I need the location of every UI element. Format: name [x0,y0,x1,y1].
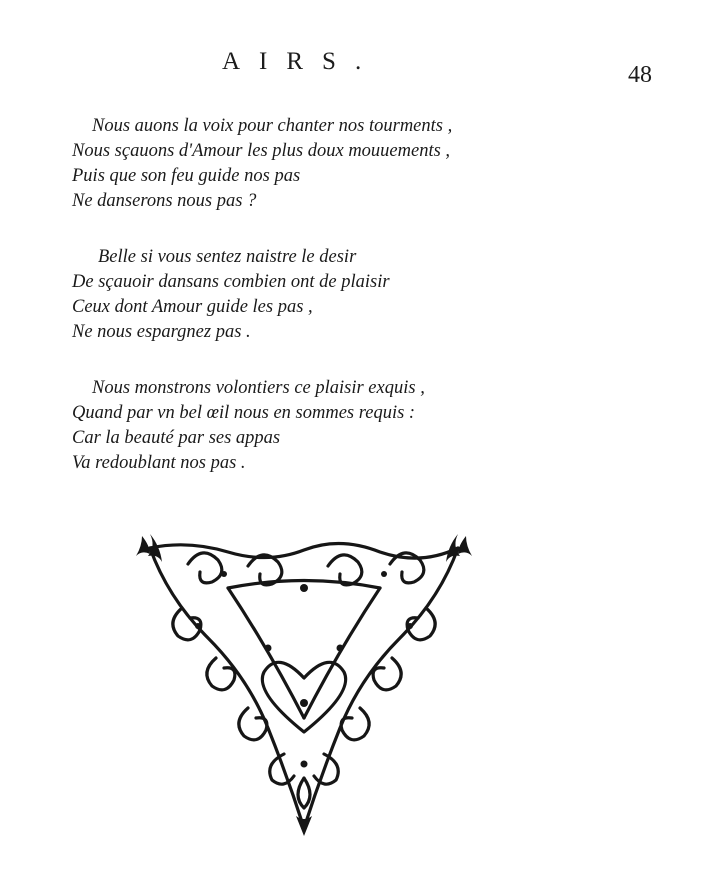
page-number: 48 [628,62,652,88]
verse-line: Nous sçauons d'Amour les plus doux mouuements , [72,141,451,161]
verse-line: Belle si vous sentez naistre le desir [98,247,357,267]
verse-line: De sçauoir dansans combien ont de plaisir [72,272,390,292]
verse-line: Puis que son feu guide nos pas [72,166,301,186]
verse-line: Nous auons la voix pour chanter nos tourments , [92,116,453,136]
verse-line: Quand par vn bel œil nous en sommes requis : [72,403,416,423]
verse-line: Ne nous espargnez pas . [72,322,251,342]
fleuron-triangle-ornament-icon [128,528,480,838]
stanza-1 [72,114,552,214]
verse-line: Nous monstrons volontiers ce plaisir exquis , [92,378,425,398]
verse-line: Ceux dont Amour guide les pas , [72,297,313,317]
page-title: AIRS. [222,48,381,75]
verse-line: Car la beauté par ses appas [72,428,281,448]
verse-line: Va redoublant nos pas . [72,453,246,473]
verse-line: Ne danserons nous pas ? [72,191,257,211]
stanza-3 [72,376,552,476]
poem [72,114,552,507]
stanza-2 [72,245,552,345]
